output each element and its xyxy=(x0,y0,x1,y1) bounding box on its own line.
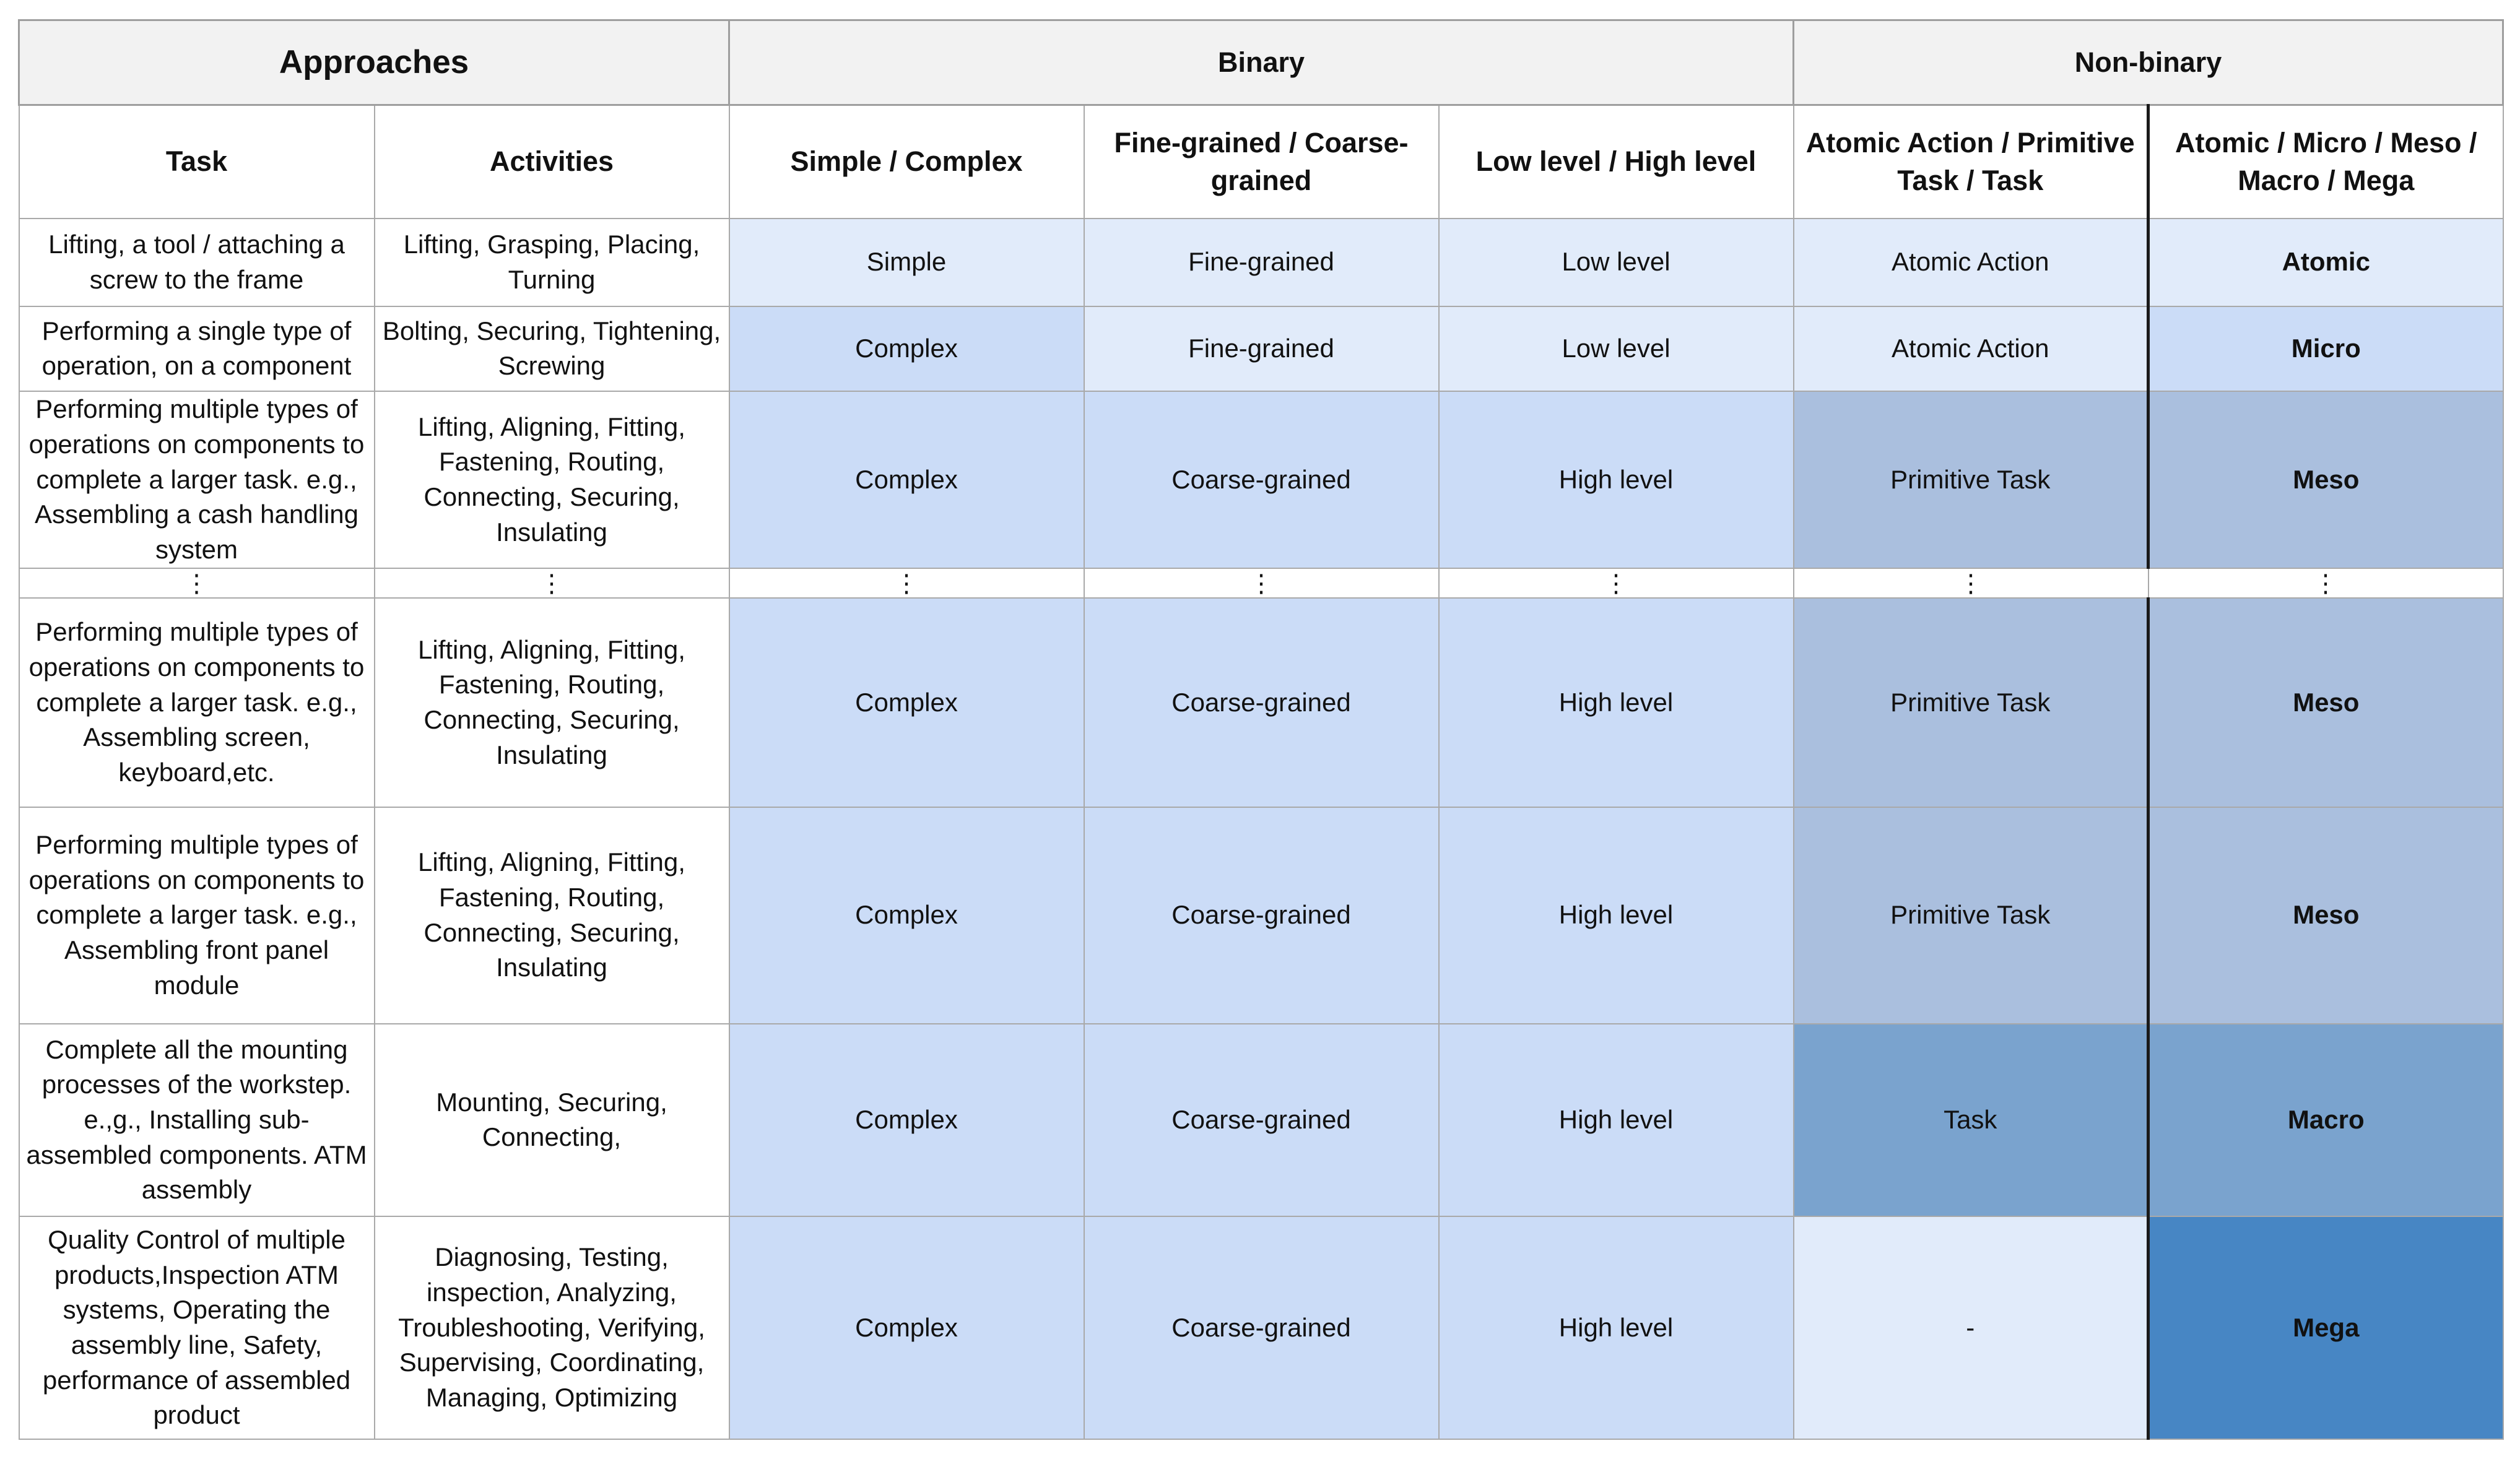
level-cell: Low level xyxy=(1439,306,1794,391)
action-task-cell: - xyxy=(1794,1216,2149,1439)
scale-cell: Mega xyxy=(2149,1216,2503,1439)
classification-table xyxy=(18,19,2504,1440)
grain-cell: Coarse-grained xyxy=(1084,807,1439,1024)
scale-cell: Micro xyxy=(2149,306,2503,391)
level-cell: High level xyxy=(1439,807,1794,1024)
approaches-group-header: Approaches xyxy=(19,20,729,105)
activities-cell: Lifting, Aligning, Fitting, Fastening, Routing, Connecting, Securing, Insulating xyxy=(375,391,729,568)
simple-complex-cell: Complex xyxy=(729,598,1084,807)
simple-complex-cell: Simple xyxy=(729,219,1084,306)
vertical-ellipsis-icon: ⋮ xyxy=(1249,570,1274,598)
action-task-cell: Primitive Task xyxy=(1794,807,2149,1024)
scale-cell: Meso xyxy=(2149,807,2503,1024)
ellipsis-cell xyxy=(729,568,1084,598)
action-task-cell: Task xyxy=(1794,1024,2149,1216)
action-task-cell: Primitive Task xyxy=(1794,391,2149,568)
table-row xyxy=(19,306,2503,391)
table-row xyxy=(19,1216,2503,1439)
activities-cell: Lifting, Grasping, Placing, Turning xyxy=(375,219,729,306)
scale-cell: Macro xyxy=(2149,1024,2503,1216)
activities-cell: Lifting, Aligning, Fitting, Fastening, Routing, Connecting, Securing, Insulating xyxy=(375,807,729,1024)
ellipsis-row xyxy=(19,568,2503,598)
activities-cell: Lifting, Aligning, Fitting, Fastening, Routing, Connecting, Securing, Insulating xyxy=(375,598,729,807)
table-row xyxy=(19,219,2503,306)
action-task-cell: Primitive Task xyxy=(1794,598,2149,807)
simple-complex-cell: Complex xyxy=(729,1216,1084,1439)
ellipsis-cell xyxy=(375,568,729,598)
vertical-ellipsis-icon: ⋮ xyxy=(2313,570,2338,598)
grain-cell: Fine-grained xyxy=(1084,306,1439,391)
grain-cell: Coarse-grained xyxy=(1084,391,1439,568)
table-row xyxy=(19,807,2503,1024)
column-header-action-task: Atomic Action / Primitive Task / Task xyxy=(1794,105,2149,219)
simple-complex-cell: Complex xyxy=(729,306,1084,391)
table-row xyxy=(19,391,2503,568)
scale-cell: Meso xyxy=(2149,598,2503,807)
level-cell: High level xyxy=(1439,1216,1794,1439)
task-cell: Performing multiple types of operations on components to complete a larger task. e.g., Assembling screen, keyboard,etc. xyxy=(19,598,375,807)
task-cell: Lifting, a tool / attaching a screw to the frame xyxy=(19,219,375,306)
table-row xyxy=(19,1024,2503,1216)
task-cell: Performing a single type of operation, on a component xyxy=(19,306,375,391)
action-task-cell: Atomic Action xyxy=(1794,306,2149,391)
ellipsis-cell xyxy=(2149,568,2503,598)
action-task-cell: Atomic Action xyxy=(1794,219,2149,306)
ellipsis-cell xyxy=(19,568,375,598)
column-header-simple-complex: Simple / Complex xyxy=(729,105,1084,219)
task-cell: Complete all the mounting processes of the workstep. e.,g., Installing sub-assembled components. ATM assembly xyxy=(19,1024,375,1216)
column-header-row xyxy=(19,105,2503,219)
binary-group-header: Binary xyxy=(729,20,1794,105)
ellipsis-cell xyxy=(1439,568,1794,598)
task-cell: Performing multiple types of operations on components to complete a larger task. e.g., Assembling a cash handling system xyxy=(19,391,375,568)
column-header-grain: Fine-grained / Coarse-grained xyxy=(1084,105,1439,219)
task-cell: Quality Control of multiple products,Inspection ATM systems, Operating the assembly line, Safety, performance of assembled product xyxy=(19,1216,375,1439)
level-cell: High level xyxy=(1439,391,1794,568)
level-cell: High level xyxy=(1439,1024,1794,1216)
vertical-ellipsis-icon: ⋮ xyxy=(1958,570,1983,598)
activities-cell: Bolting, Securing, Tightening, Screwing xyxy=(375,306,729,391)
simple-complex-cell: Complex xyxy=(729,807,1084,1024)
grain-cell: Coarse-grained xyxy=(1084,1216,1439,1439)
vertical-ellipsis-icon: ⋮ xyxy=(539,570,564,598)
vertical-ellipsis-icon: ⋮ xyxy=(894,570,919,598)
non-binary-group-header: Non-binary xyxy=(1794,20,2503,105)
vertical-ellipsis-icon: ⋮ xyxy=(1604,570,1628,598)
grain-cell: Coarse-grained xyxy=(1084,598,1439,807)
grain-cell: Fine-grained xyxy=(1084,219,1439,306)
group-header-row xyxy=(19,20,2503,105)
column-header-scale: Atomic / Micro / Meso / Macro / Mega xyxy=(2149,105,2503,219)
scale-cell: Meso xyxy=(2149,391,2503,568)
task-cell: Performing multiple types of operations on components to complete a larger task. e.g., Assembling front panel module xyxy=(19,807,375,1024)
ellipsis-cell xyxy=(1084,568,1439,598)
simple-complex-cell: Complex xyxy=(729,391,1084,568)
table-row xyxy=(19,598,2503,807)
activities-cell: Diagnosing, Testing, inspection, Analyzing, Troubleshooting, Verifying, Supervising, Coordinating, Managing, Optimizing xyxy=(375,1216,729,1439)
column-header-activities: Activities xyxy=(375,105,729,219)
column-header-level: Low level / High level xyxy=(1439,105,1794,219)
level-cell: Low level xyxy=(1439,219,1794,306)
activities-cell: Mounting, Securing, Connecting, xyxy=(375,1024,729,1216)
classification-table-container xyxy=(18,19,2502,1440)
ellipsis-cell xyxy=(1794,568,2149,598)
level-cell: High level xyxy=(1439,598,1794,807)
vertical-ellipsis-icon: ⋮ xyxy=(184,570,209,598)
simple-complex-cell: Complex xyxy=(729,1024,1084,1216)
scale-cell: Atomic xyxy=(2149,219,2503,306)
grain-cell: Coarse-grained xyxy=(1084,1024,1439,1216)
column-header-task: Task xyxy=(19,105,375,219)
